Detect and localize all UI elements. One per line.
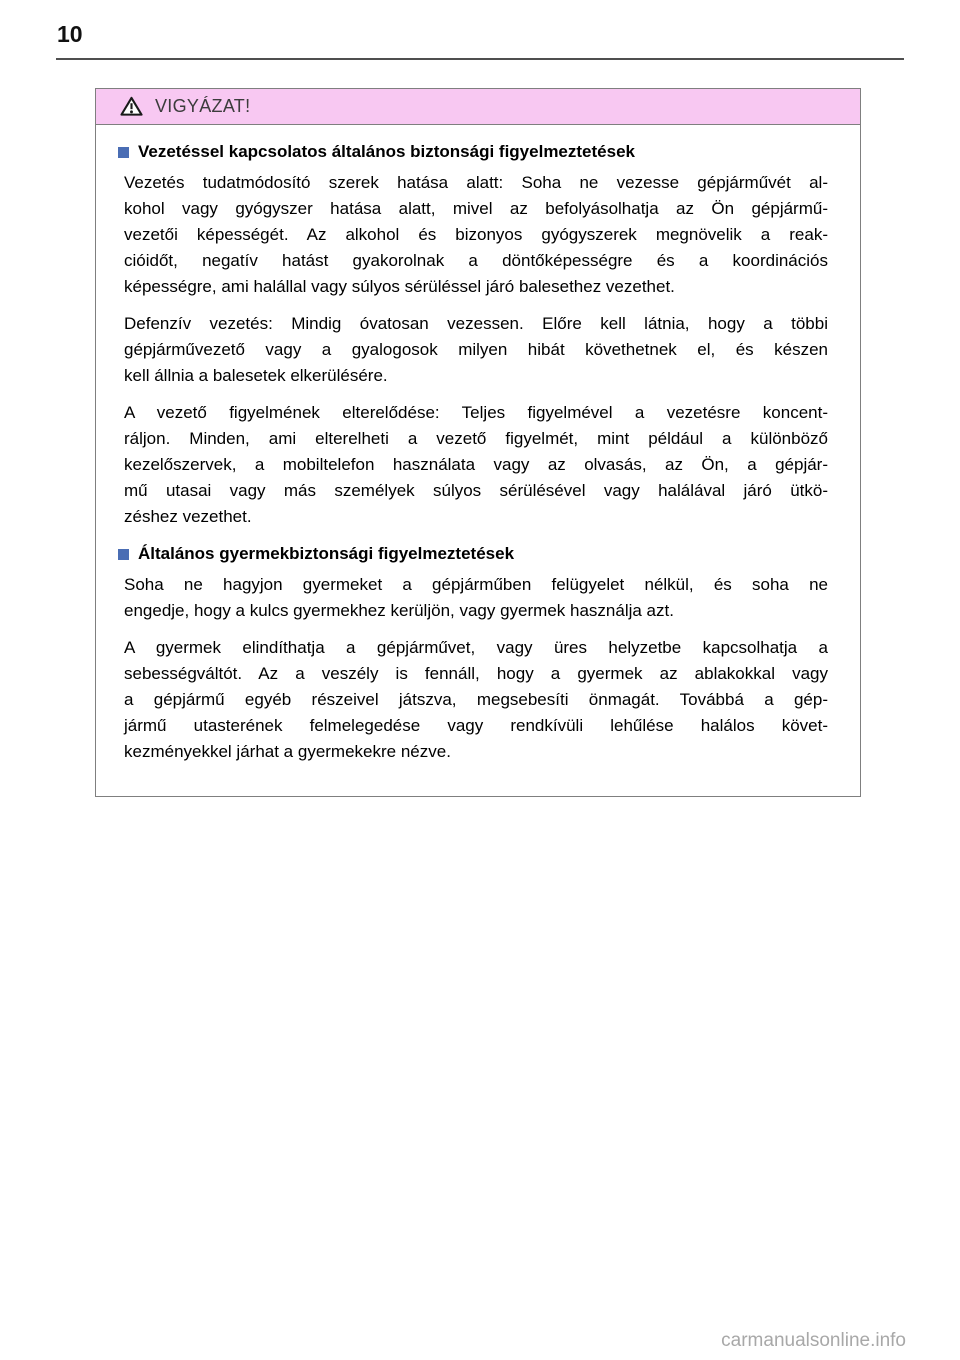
paragraph-child-unattended: Soha ne hagyjon gyermeket a gépjárműben felügyelet nélkül, és soha ne engedje, hogy a kulcs gyermekhez kerüljön, vagy gyermek használja azt. bbox=[124, 575, 828, 620]
header-rule bbox=[56, 58, 904, 60]
warning-box bbox=[95, 88, 861, 797]
section-child-safety-warnings bbox=[96, 541, 844, 765]
section-driving-safety-warnings bbox=[96, 139, 844, 530]
paragraph-child-hazards: A gyermek elindíthatja a gépjárművet, vagy üres helyzetbe kapcsolhatja a sebességváltót. Az a veszély is fennáll, hogy a gyermek az ablakokkal vagy a gépjármű egyéb részeivel játszva, megsebesíti önmagát. Továbbá a gép- jármű utasterének felmelegedése vagy rendkívüli lehűlése halálos követ- kezményekkel járhat a gyermekekre nézve. bbox=[124, 638, 828, 761]
paragraph-driving-under-influence: Vezetés tudatmódosító szerek hatása alatt: Soha ne vezesse gépjárművét al- kohol vagy gyógyszer hatása alatt, mivel az befolyásolhatja az Ön gépjármű- vezetői képességét. Az alkohol és bizonyos gyógyszerek megnövelik a reak- cióidőt, negatív hatást gyakorolnak a döntőképességre és a koordinációs képességre, ami halállal vagy súlyos sérüléssel járó balesethez vezethet. bbox=[124, 173, 828, 296]
warning-body bbox=[96, 125, 860, 796]
warning-header bbox=[96, 89, 860, 125]
section-heading-row bbox=[96, 541, 844, 567]
bullet-square-icon bbox=[118, 147, 129, 158]
watermark: carmanualsonline.info bbox=[721, 1330, 906, 1351]
bullet-square-icon bbox=[118, 549, 129, 560]
paragraph-driver-distraction: A vezető figyelmének elterelődése: Teljes figyelmével a vezetésre koncent- ráljon. Minden, ami elterelheti a vezető figyelmét, mint például a különböző kezelőszervek, a mobiltelefon használata vagy az olvasás, az Ön, a gépjár- mű utasai vagy más személyek súlyos sérülésével vagy halálával járó ütkö- zéshez vezethet. bbox=[124, 403, 828, 526]
section-heading-row bbox=[96, 139, 844, 165]
section-heading: Vezetéssel kapcsolatos általános biztonsági figyelmeztetések bbox=[138, 142, 635, 161]
warning-title: VIGYÁZAT! bbox=[155, 96, 251, 116]
paragraph-defensive-driving: Defenzív vezetés: Mindig óvatosan vezessen. Előre kell látnia, hogy a többi gépjárművezető vagy a gyalogosok milyen hibát követhetnek el, és készen kell állnia a balesetek elkerülésére. bbox=[124, 314, 828, 385]
warning-triangle-icon bbox=[120, 96, 143, 117]
page-number: 10 bbox=[57, 21, 83, 47]
section-heading: Általános gyermekbiztonsági figyelmeztetések bbox=[138, 544, 515, 563]
